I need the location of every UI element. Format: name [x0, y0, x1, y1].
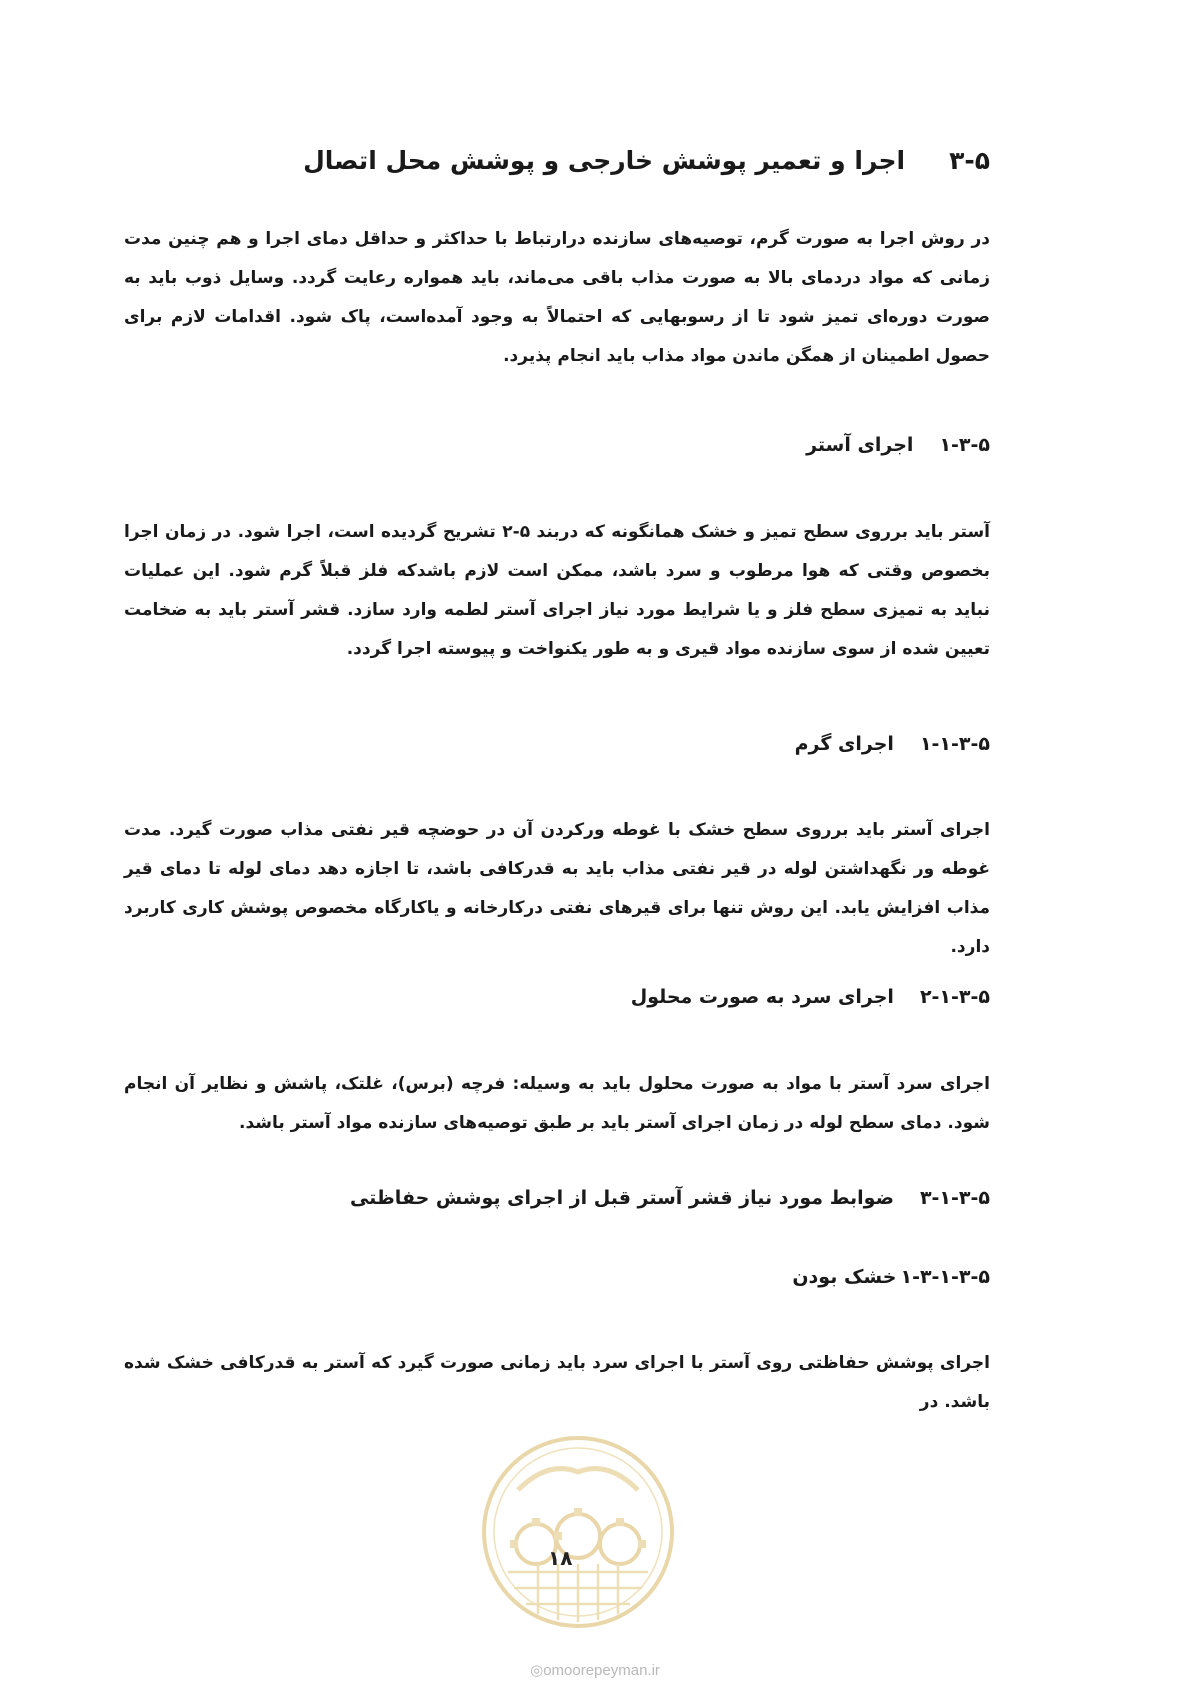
subsection-heading-3: [631, 986, 990, 1008]
subsection-title: اجرای گرم: [794, 733, 894, 755]
subsection-number: ۳-۱-۳-۵: [919, 1187, 990, 1209]
section-heading: [303, 146, 990, 175]
subsection-number: ۱-۳-۵: [939, 434, 990, 456]
subsection-title: خشک بودن: [792, 1266, 897, 1288]
subsection-heading-2: [795, 733, 990, 755]
subsection-paragraph-2: اجرای آستر باید برروی سطح خشک با غوطه ورکردن آن در حوضچه قیر نفتی مذاب صورت گیرد. مدت غوطه ور نگهداشتن لوله در قیر نفتی مذاب باید به قدرکافی باشد، تا اجازه دهد دمای لوله تا دمای قیر مذاب افزایش یابد. این روش تنها برای قیرهای نفتی درکارخانه و یاکارگاه مخصوص پوشش کاری کاربرد دارد.: [124, 820, 990, 957]
watermark-site-text: ◎omoorepeyman.ir: [530, 1662, 660, 1679]
subsection-title: اجرای سرد به صورت محلول: [630, 986, 894, 1008]
subsection-number: ۱-۳-۱-۳-۵: [900, 1266, 990, 1288]
subsection-number: ۱-۱-۳-۵: [919, 733, 990, 755]
subsection-heading-1: [806, 434, 990, 456]
intro-paragraph: در روش اجرا به صورت گرم، توصیه‌های سازنده درارتباط با حداکثر و حداقل دمای اجرا و هم چنین مدت زمانی که مواد دردمای بالا به صورت مذاب باقی می‌ماند، باید همواره رعایت گردد. وسایل ذوب باید به صورت دوره‌ای تمیز شود تا از رسوبهایی که احتمالاً به وجود آمده‌است، پاک شود. اقدامات لازم برای حصول اطمینان از همگن ماندن مواد مذاب باید انجام پذیرد.: [124, 229, 990, 366]
subsection-title: اجرای آستر: [806, 434, 914, 456]
subsection-paragraph-1: آستر باید برروی سطح تمیز و خشک همانگونه که دربند ۵-۲ تشریح گردیده است، اجرا شود. در زمان اجرا بخصوص وقتی که هوا مرطوب و سرد باشد، ممکن است لازم باشدکه فلز قبلاً گرم شود. این عملیات نباید به تمیزی سطح فلز و یا شرایط مورد نیاز اجرای آستر لطمه وارد سازد. قشر آستر باید به ضخامت تعیین شده از سوی سازنده مواد قیری و به طور یکنواخت و پیوسته اجرا گردد.: [124, 522, 990, 659]
section-number: ۳-۵: [949, 146, 990, 175]
subsection-heading-4: [350, 1187, 990, 1209]
section-title: اجرا و تعمیر پوشش خارجی و پوشش محل اتصال: [303, 146, 906, 175]
subsection-title: ضوابط مورد نیاز قشر آستر قبل از اجرای پوشش حفاظتی: [349, 1187, 894, 1209]
subsection-number: ۲-۱-۳-۵: [919, 986, 990, 1008]
watermark-seal-icon: [478, 1432, 678, 1632]
subsection-paragraph-3: اجرای سرد آستر با مواد به صورت محلول باید به وسیله: فرچه (برس)، غلتک، پاشش و نظایر آن انجام شود. دمای سطح لوله در زمان اجرای آستر باید بر طبق توصیه‌های سازنده مواد آستر باشد.: [124, 1074, 990, 1133]
subsection-heading-5: [792, 1266, 990, 1288]
page-number: ۱۸: [548, 1546, 573, 1570]
globe-icon: ◎: [530, 1662, 544, 1679]
subsection-paragraph-5: اجرای پوشش حفاظتی روی آستر با اجرای سرد باید زمانی صورت گیرد که آستر به قدرکافی خشک شده باشد. در: [124, 1353, 990, 1412]
